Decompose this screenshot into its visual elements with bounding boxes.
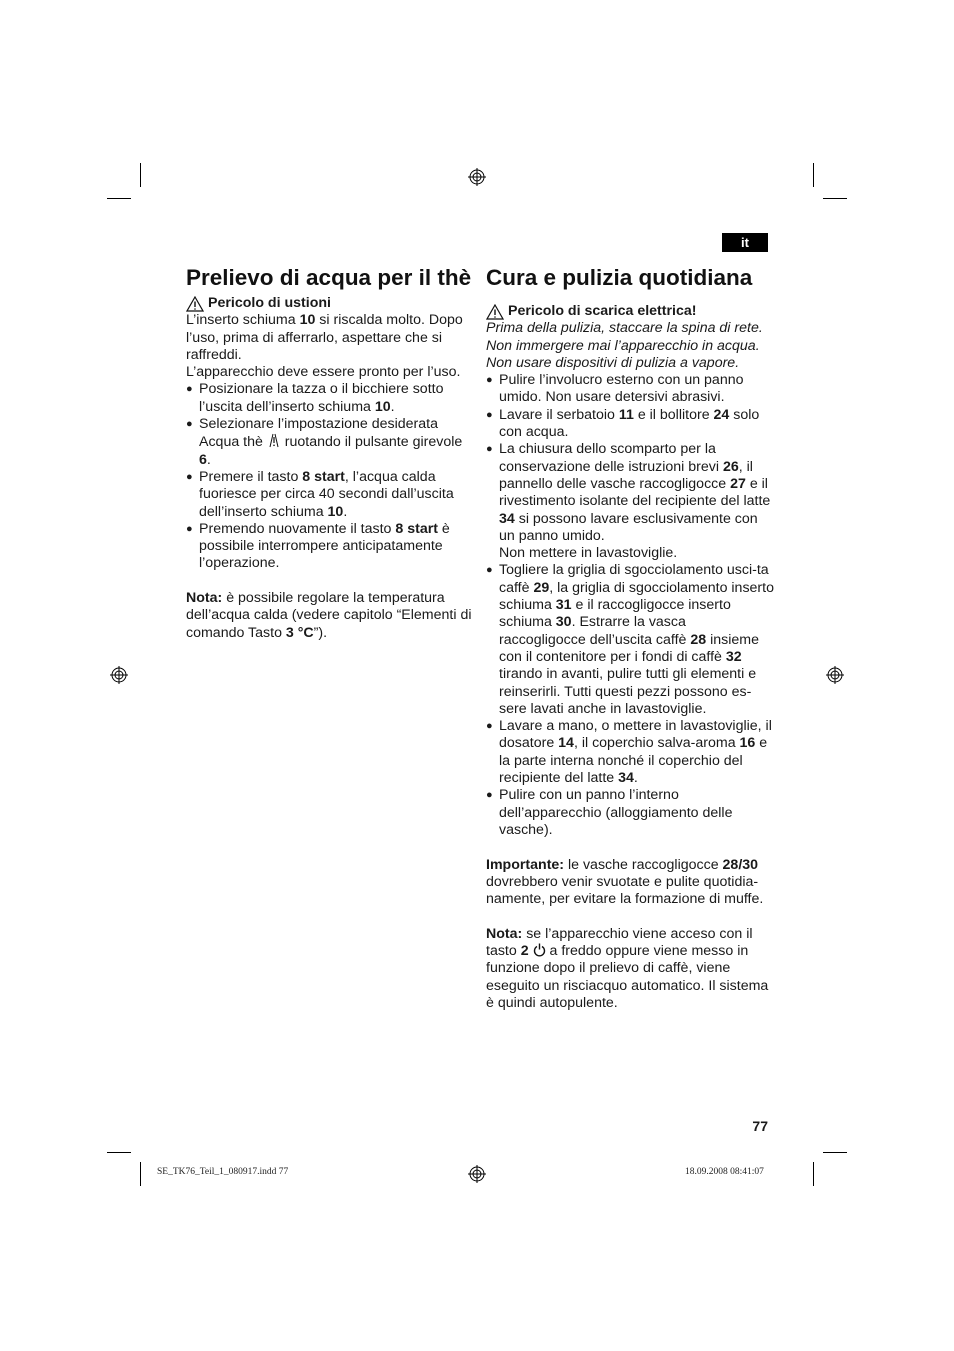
crop-mark: [140, 1162, 141, 1186]
list-item: ● Selezionare l’impostazione desiderata Acqua thè ruotando il pulsante girevole 6.: [186, 416, 474, 469]
section-title-cleaning: Cura e pulizia quotidiana: [486, 265, 753, 290]
registration-mark-icon: [110, 666, 128, 684]
crop-mark: [140, 163, 141, 187]
footer-timestamp: 18.09.2008 08:41:07: [685, 1167, 764, 1177]
list-item: ● La chiusura dello scomparto per la conservazione delle istruzioni brevi 26, il pannello delle vasche raccogligocce 27 e il rivestimento isolante del recipiente del latte 34 si possono lavare esclusivamente con un panno umido. Non mettere in lavastoviglie.: [486, 441, 776, 562]
warning-triangle-icon: [186, 296, 204, 312]
italic-instruction: Non immergere mai l’apparecchio in acqua.: [486, 337, 760, 354]
crop-mark: [823, 198, 847, 199]
burn-warning: [186, 295, 474, 312]
crop-mark: [813, 163, 814, 187]
list-item: ● Pulire l’involucro esterno con un panno umido. Non usare detersivi abrasivi.: [486, 372, 776, 407]
page-number: 77: [752, 1118, 768, 1134]
warning-triangle-icon: [486, 304, 504, 320]
list-item: ● Pulire con un panno l’interno dell’apparecchio (alloggiamento delle vasche).: [486, 787, 776, 839]
list-item: ● Posizionare la tazza o il bicchiere sotto l’uscita dell’inserto schiuma 10.: [186, 381, 474, 416]
crop-mark: [823, 1152, 847, 1153]
italic-instruction: Non usare dispositivi di pulizia a vapore.: [486, 354, 740, 371]
power-icon: [533, 943, 546, 957]
language-tab: it: [722, 233, 768, 252]
list-item: ● Premere il tasto 8 start, l’acqua calda fuoriesce per circa 40 secondi dall’uscita dell’inserto schiuma 10.: [186, 469, 474, 521]
registration-mark-icon: [468, 168, 486, 186]
list-item: ● Togliere la griglia di sgocciolamento usci-ta caffè 29, la griglia di sgocciolamento inserto schiuma 31 e il raccogligocce inserto schiuma 30. Estrarre la vasca raccogligocce dell’uscita caffè 28 insieme con il contenitore per i fondi di caffè 32 tirando in avanti, pulire tutti gli elementi e reinserirli. Tutti questi pezzi possono es-sere lavati anche in lavastoviglie.: [486, 562, 776, 718]
intro-paragraph: L’inserto schiuma 10 si riscalda molto. Dopo l’uso, prima di afferrarlo, aspettare che si raffreddi.: [186, 312, 463, 363]
italic-instruction: Prima della pulizia, staccare la spina di rete.: [486, 320, 763, 337]
cleaning-list: [486, 372, 776, 839]
important-paragraph: Importante: le vasche raccogligocce 28/30 dovrebbero venir svuotate e pulite quotidia-namente, per evitare la formazione di muffe.: [486, 856, 764, 908]
note-paragraph: Nota: se l’apparecchio viene acceso con il tasto 2 a freddo oppure viene messo in funzione dopo il prelievo di caffè, viene eseguito un risciacquo automatico. Il sistema è quindi autopulente.: [486, 925, 769, 1011]
list-item: ● Lavare il serbatoio 11 e il bollitore 24 solo con acqua.: [486, 407, 776, 442]
shock-warning: [486, 303, 776, 320]
section-title-tea-water: Prelievo di acqua per il thè: [186, 265, 472, 290]
note-paragraph: Nota: è possibile regolare la temperatura dell’acqua calda (vedere capitolo “Elementi di comando Tasto 3 °C”).: [186, 590, 472, 641]
registration-mark-icon: [826, 666, 844, 684]
crop-mark: [813, 1162, 814, 1186]
list-item: ● Premendo nuovamente il tasto 8 start è possibile interrompere anticipatamente l’operazione.: [186, 521, 474, 573]
left-column: [186, 265, 474, 642]
warning-text: Pericolo di ustioni: [208, 295, 331, 311]
list-item: ● Lavare a mano, o mettere in lavastoviglie, il dosatore 14, il coperchio salva-aroma 16 e la parte interna nonché il coperchio del recipiente del latte 34.: [486, 718, 776, 787]
footer-filename: SE_TK76_Teil_1_080917.indd 77: [157, 1167, 289, 1177]
tea-water-icon: [267, 433, 281, 448]
crop-mark: [107, 1152, 131, 1153]
crop-mark: [107, 198, 131, 199]
intro-paragraph: L’apparecchio deve essere pronto per l’uso.: [186, 364, 461, 381]
registration-mark-icon: [468, 1165, 486, 1183]
warning-text: Pericolo di scarica elettrica!: [508, 303, 697, 319]
right-column: [486, 265, 776, 1012]
steps-list: [186, 381, 474, 572]
